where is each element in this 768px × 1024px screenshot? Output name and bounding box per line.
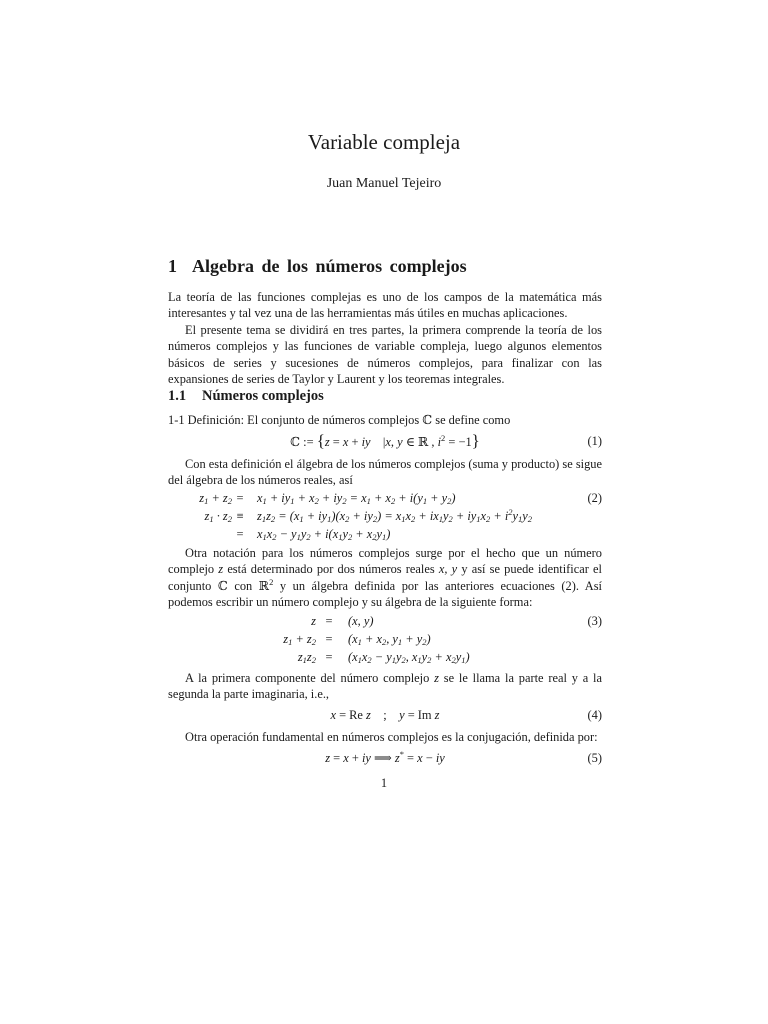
document-title: Variable compleja	[307, 130, 461, 154]
equation-2-array	[168, 489, 602, 543]
equation-1-body: ℂ := {z = x + iy |x, y ∈ ℝ , $i^2 = -1$}	[290, 431, 480, 450]
section-title: Algebra de los números complejos	[192, 256, 467, 276]
components-paragraph	[168, 670, 602, 703]
equation-3-array	[168, 612, 602, 666]
equation-4	[168, 706, 602, 724]
equation-5	[168, 749, 602, 767]
definition-text: 1-1 Definición: El conjunto de números complejos ℂ se define como	[168, 413, 511, 427]
paragraph-intro: La teoría de las funciones complejas es uno de los campos de la matemática más interesantes y tal vez una de las herramientas más útiles en muchas aplicaciones.	[168, 290, 602, 321]
equation-3-row-product: $z_1z_2$ = ($x_1x_2 - y_1y_2$, $x_1y_2 + x_2y_1$)	[297, 650, 470, 665]
notation-paragraph	[168, 545, 602, 611]
conjugation-paragraph	[168, 729, 602, 745]
equation-2-row-result: = $x_1x_2 - y_1y_2 + i(x_1y_2 + x_2y_1)$	[236, 527, 391, 542]
paragraph-algebra: Con esta definición el álgebra de los números complejos (suma y producto) se sigue del álgebra de los números reales, así	[168, 457, 602, 488]
definition-line	[168, 412, 602, 428]
equation-4-number: (4)	[587, 708, 602, 722]
subsection-title: Números complejos	[202, 388, 324, 404]
subsection-heading	[168, 388, 324, 405]
section-number: 1	[168, 256, 177, 276]
equation-5-body: z = x + iy ⟹ z* = x − iy	[325, 749, 445, 765]
section-body	[168, 289, 602, 387]
algebra-intro	[168, 456, 602, 489]
equation-1	[168, 432, 602, 450]
paragraph-outline: El presente tema se dividirá en tres partes, la primera comprende la teoría de los números complejos y las funciones de variable compleja, luego algunos elementos básicos de series y sucesiones de números complejos, para finalizar con las expansiones de series de Taylor y Laurent y los teoremas integrales.	[168, 322, 602, 387]
paragraph-notation: Otra notación para los números complejos surge por el hecho que un número complejo z está determinado por dos números reales x, y y así se puede identificar el conjunto ℂ con ℝ$^2$ y un álgebra definida por las anteriores ecuaciones (2). Así podemos escribir un número complejo y su álgebra de la siguiente forma:	[168, 546, 602, 610]
equation-3-row-sum: $z_1 + z_2$ = ($x_1 + x_2$, $y_1 + y_2$)	[283, 632, 431, 647]
equation-4-body: x = Re z ; y = Im z	[330, 708, 440, 722]
equation-3-number: (3)	[587, 614, 602, 628]
document-author: Juan Manuel Tejeiro	[326, 176, 442, 191]
paragraph-components: A la primera componente del número complejo z se le llama la parte real y a la segunda la parte imaginaria, i.e.,	[168, 671, 602, 702]
page-number: 1	[380, 776, 388, 790]
equation-2-row-product: $z_1 \cdot z_2$ ≡ $z_1z_2 = (x_1 + iy_1)(x_2 + iy_2) = x_1x_2 + ix_1y_2 + iy_1x_2 + i^2y_1y_2$	[204, 507, 533, 524]
equation-3-row-pair: z = (x, y) (3)	[311, 614, 602, 628]
equation-2-row-sum: $z_1 + z_2$ = $x_1 + iy_1 + x_2 + iy_2 = x_1 + x_2 + i(y_1 + y_2)$ (2)	[199, 491, 602, 506]
paragraph-conjugation: Otra operación fundamental en números complejos es la conjugación, definida por:	[185, 730, 598, 744]
equation-2-number: (2)	[587, 491, 602, 505]
equation-5-number: (5)	[587, 751, 602, 765]
subsection-number: 1.1	[168, 388, 187, 404]
equation-1-number: (1)	[587, 434, 602, 448]
section-heading	[168, 256, 467, 277]
